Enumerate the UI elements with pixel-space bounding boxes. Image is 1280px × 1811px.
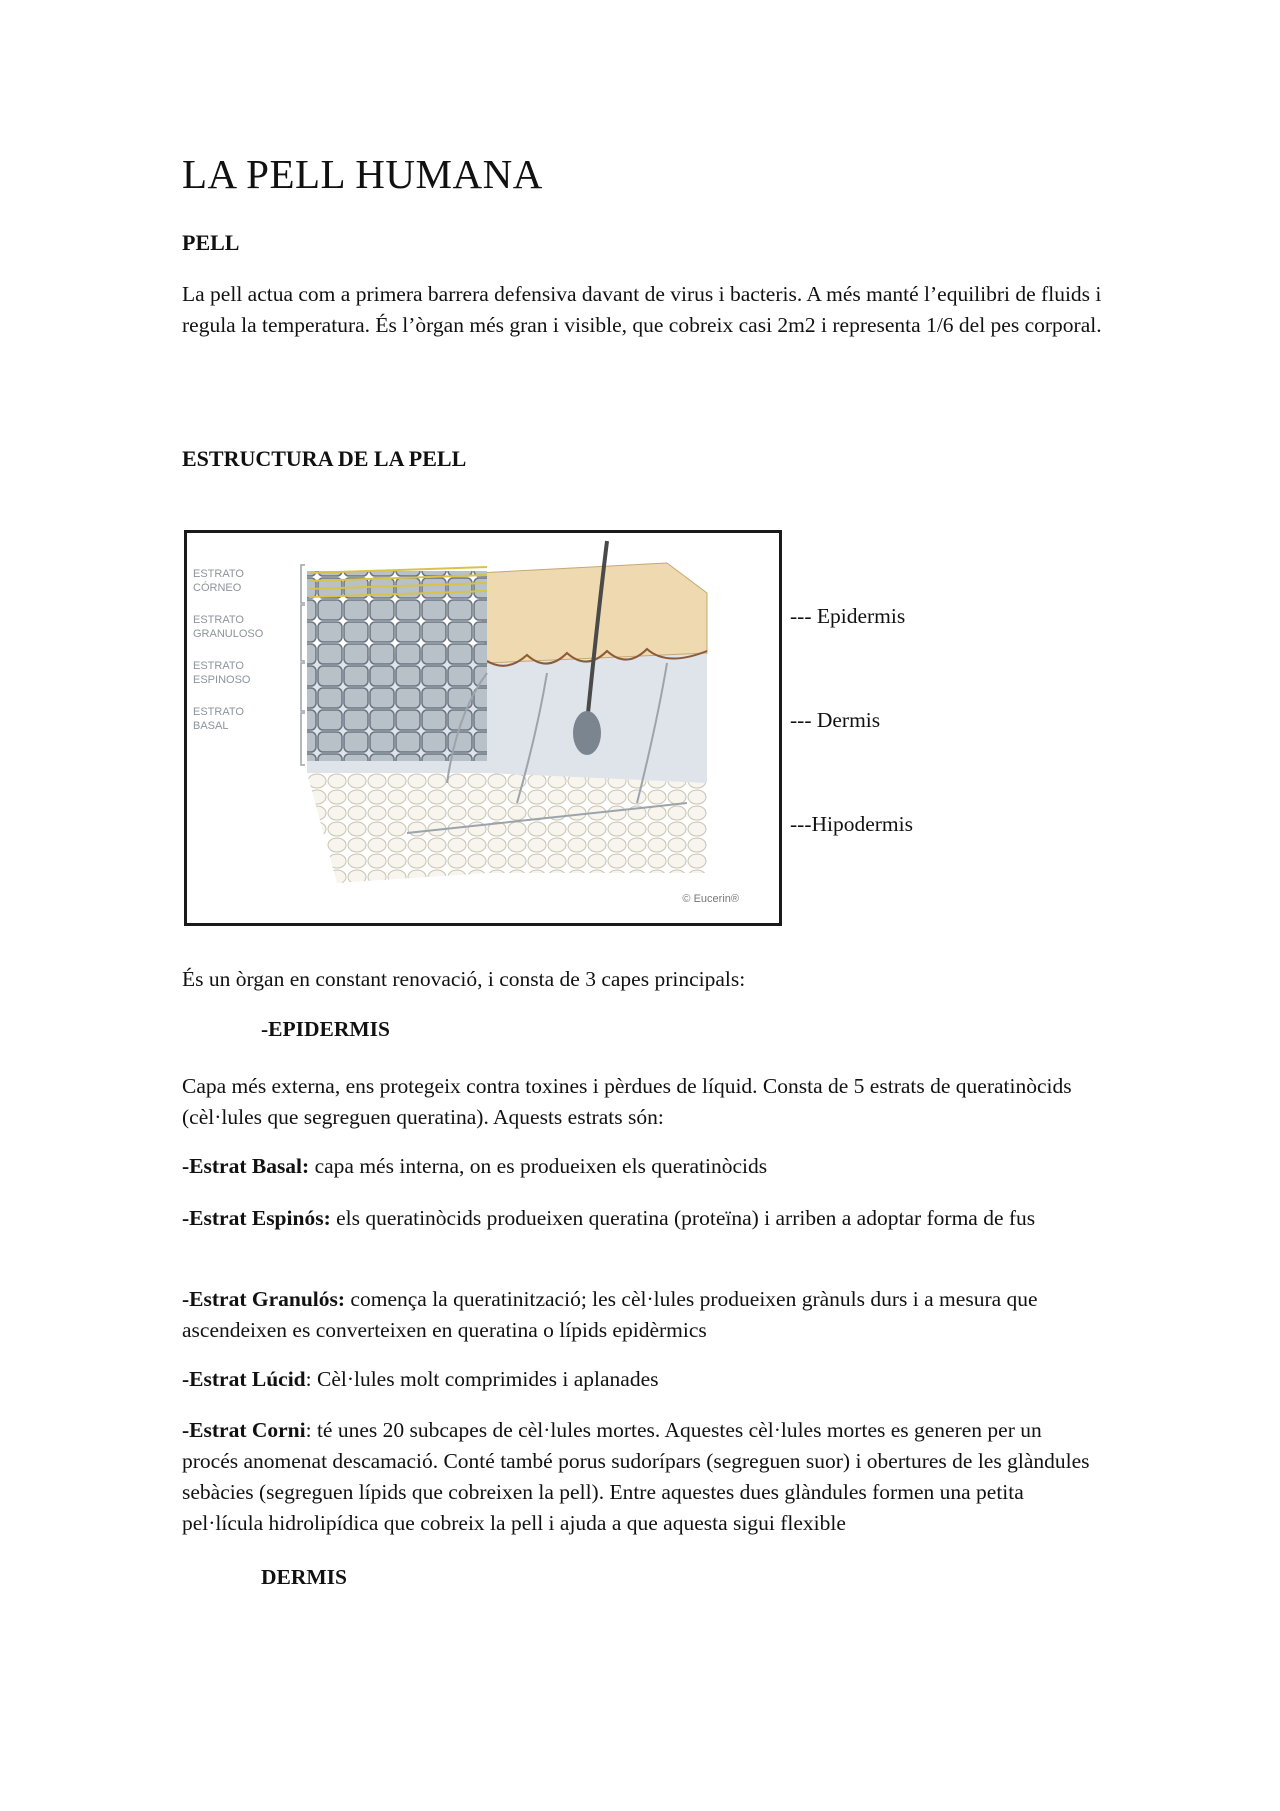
label-epidermis: --- Epidermis	[790, 604, 906, 628]
subheading-epidermis: -EPIDERMIS	[261, 1017, 391, 1041]
stratum-name: -Estrat Corni	[182, 1418, 306, 1442]
epidermis-surface	[477, 563, 707, 663]
page-title: LA PELL HUMANA	[182, 151, 543, 197]
stratum-text: capa més interna, on es produeixen els queratinòcids	[309, 1154, 768, 1178]
stratum-basal	[182, 1151, 1102, 1182]
epidermis-paragraph: Capa més externa, ens protegeix contra toxines i pèrdues de líquid. Consta de 5 estrats de queratinòcids (cèl·lules que segreguen queratina). Aquests estrats són:	[182, 1074, 1072, 1129]
stratum-name: -Estrat Espinós:	[182, 1206, 331, 1230]
hypodermis-fat	[307, 773, 707, 883]
skin-diagram-illustration	[187, 533, 779, 923]
stratum-name: -Estrat Basal:	[182, 1154, 310, 1178]
stratum-espinos	[182, 1203, 1102, 1234]
intro-paragraph: És un òrgan en constant renovació, i consta de 3 capes principals:	[182, 967, 746, 991]
subheading-dermis: DERMIS	[261, 1565, 348, 1589]
layer-label: ESTRATO	[193, 614, 244, 626]
copyright-text: © Eucerin®	[682, 893, 739, 905]
skin-structure-figure	[184, 530, 782, 926]
stratum-text: : té unes 20 subcapes de cèl·lules mortes. Aquestes cèl·lules mortes es generen per un procés anomenat descamació. Conté també porus sudorípars (segreguen suor) i obertures de les glàndules sebàcies (segreguen lípids que cobreixen la pell). Entre aquestes dues glàndules formen una petita pel·lícula hidrolipídica que cobreix la pell i ajuda a que aquesta sigui flexible	[182, 1418, 1090, 1535]
label-hipodermis: ---Hipodermis	[790, 812, 913, 836]
stratum-granulos	[182, 1284, 1102, 1346]
stratum-name: -Estrat Lúcid	[182, 1367, 306, 1391]
layer-label: ESTRATO	[193, 706, 244, 718]
section-heading-estructura: ESTRUCTURA DE LA PELL	[182, 446, 467, 471]
layer-label: ESPINOSO	[193, 674, 251, 686]
stratum-name: -Estrat Granulós:	[182, 1287, 346, 1311]
layer-label: CÓRNEO	[193, 582, 242, 594]
stratum-text: els queratinòcids produeixen queratina (proteïna) i arriben a adoptar forma de fus	[330, 1206, 1036, 1230]
label-dermis: --- Dermis	[790, 708, 881, 732]
stratum-corni	[182, 1415, 1102, 1539]
layer-label: BASAL	[193, 720, 229, 732]
layer-label: ESTRATO	[193, 660, 244, 672]
layer-label: GRANULOSO	[193, 628, 264, 640]
section-heading-pell: PELL	[182, 230, 240, 255]
layer-label: ESTRATO	[193, 568, 244, 580]
epidermis-cells	[307, 571, 487, 761]
pell-paragraph: La pell actua com a primera barrera defensiva davant de virus i bacteris. A més manté l’equilibri de fluids i regula la temperatura. És l’òrgan més gran i visible, que cobreix casi 2m2 i representa 1/6 del pes corporal.	[182, 282, 1102, 337]
stratum-text: : Cèl·lules molt comprimides i aplanades	[305, 1367, 659, 1391]
hair-follicle	[573, 711, 601, 755]
stratum-lucid	[182, 1364, 1102, 1395]
stratum-text: comença la queratinització; les cèl·lules produeixen grànuls durs i a mesura que ascendeixen es converteixen en queratina o lípids epidèrmics	[182, 1287, 1038, 1342]
layer-brackets	[301, 565, 305, 765]
layer-labels	[193, 567, 263, 733]
